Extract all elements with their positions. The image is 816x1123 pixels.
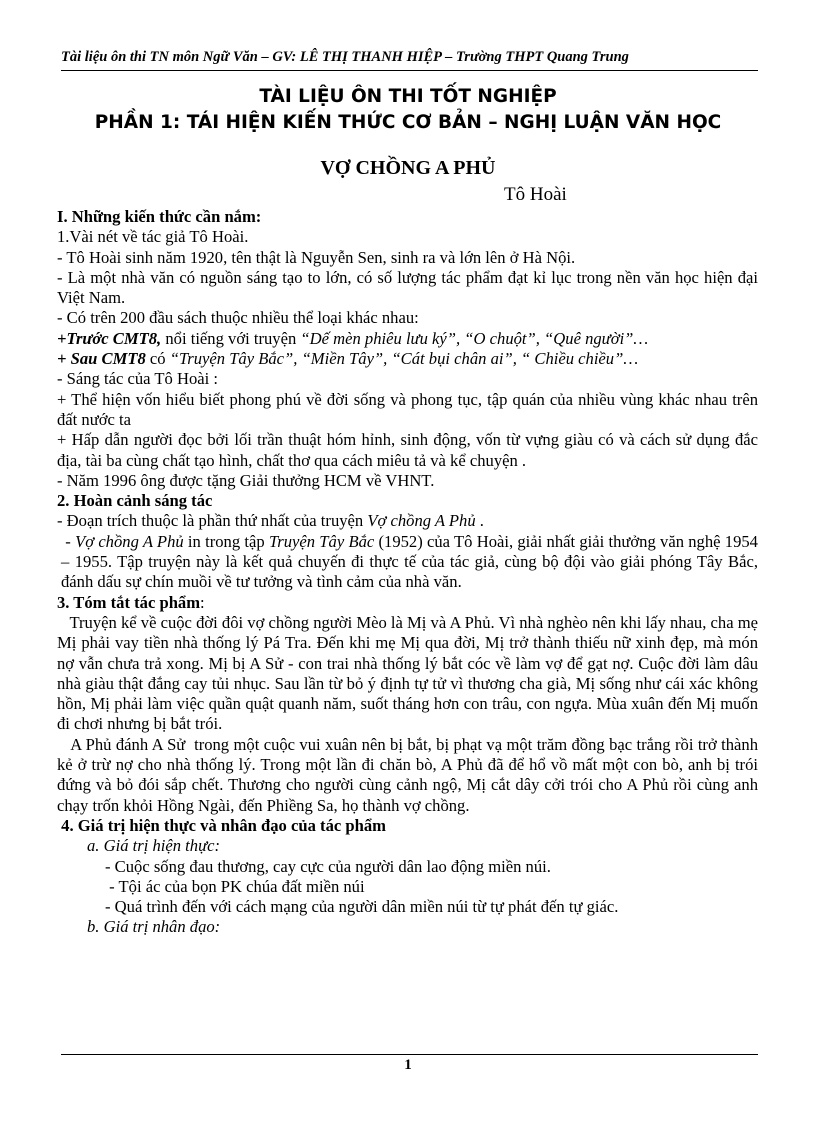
paragraph-collection: - Vợ chồng A Phủ in trong tập Truyện Tây Bắc (1952) của Tô Hoài, giải nhất giải thưởng văn nghệ 1954 – 1955. Tập truyện này là kết quả chuyến đi thực tế của tác giả, cùng bộ đội vào giải phóng Tây Bắc, đánh dấu sự chín muồi về tư tưởng và tình cảm của nhà văn. (61, 531, 758, 592)
after-cmt8-works: “Truyện Tây Bắc”, “Miền Tây”, “Cát bụi chân ai”, “ Chiều chiều”… (169, 349, 639, 369)
paragraph-works-count: - Có trên 200 đầu sách thuộc nhiều thể loại khác nhau: (57, 308, 419, 328)
collection-text: in trong tập (183, 531, 269, 551)
paragraph-after-cmt8 (57, 349, 758, 369)
paragraph-summary-aphu: A Phủ đánh A Sử trong một cuộc vui xuân nên bị bắt, bị phạt vạ một trăm đồng bạc trắng rồi trở thành kẻ ở trừ nợ cho nhà thống lý. Trong một lần đi chăn bò, A Phủ đã để hổ vồ mất một con bò, anh bị trói đứng và bỏ đói sắp chết. Thương cho người cùng cảnh ngộ, Mị cắt dây cởi trói cho A Phủ rồi cùng anh chạy trốn khỏi Hồng Ngài, đến Phiềng Sa, họ thành vợ chồng. (57, 734, 763, 815)
section-4-heading: 4. Giá trị hiện thực và nhân đạo của tác phẩm (57, 815, 386, 835)
document-subtitle: PHẦN 1: TÁI HIỆN KIẾN THỨC CƠ BẢN – NGHỊ LUẬN VĂN HỌC (94, 112, 722, 133)
humanism-value-label: b. Giá trị nhân đạo: (87, 917, 221, 937)
section-2-heading: 2. Hoàn cảnh sáng tác (57, 491, 213, 511)
document-title: TÀI LIỆU ÔN THI TỐT NGHIỆP (259, 86, 557, 107)
author-name: Tô Hoài (504, 184, 567, 205)
before-cmt8-text: nổi tiếng với truyện (161, 328, 301, 348)
collection-details: (1952) của Tô Hoài, giải nhất giải thưởng văn nghệ 1954 – 1955. Tập truyện này là kết quả chuyến đi thực tế của tác giả, cùng bộ đội vào giải phóng Tây Bắc, đánh dấu sự chín muồi về tư tưởng và tình cảm của nhà văn. (61, 531, 758, 592)
paragraph-award: - Năm 1996 ông được tặng Giải thưởng HCM về VHNT. (57, 470, 435, 490)
after-cmt8-text: có (145, 349, 170, 369)
summary-colon: : (200, 592, 205, 612)
collection-work: Vợ chồng A Phủ (75, 531, 184, 551)
document-body (57, 207, 763, 938)
realism-value-label: a. Giá trị hiện thực: (87, 836, 221, 856)
page-number: 1 (404, 1057, 412, 1073)
footer-divider (61, 1054, 758, 1055)
after-cmt8-label: + Sau CMT8 (57, 349, 146, 369)
section-3-heading (57, 593, 758, 613)
paragraph-creativity: - Là một nhà văn có nguồn sáng tạo to lớn, có số lượng tác phẩm đạt kỉ lục trong nền văn học hiện đại Việt Nam. (57, 267, 758, 308)
page-header: Tài liệu ôn thi TN môn Ngữ Văn – GV: LÊ THỊ THANH HIỆP – Trường THPT Quang Trung (61, 49, 629, 65)
paragraph-style-knowledge: + Thể hiện vốn hiểu biết phong phú về đời sống và phong tục, tập quán của nhiều vùng khác nhau trên đất nước ta (57, 389, 758, 429)
before-cmt8-works: “Dế mèn phiêu lưu ký”, “O chuột”, “Quê người”… (300, 328, 649, 348)
excerpt-end: . (475, 511, 484, 531)
collection-title: Truyện Tây Bắc (268, 531, 375, 551)
paragraph-style-narration: + Hấp dẫn người đọc bởi lối trần thuật hóm hỉnh, sinh động, vốn từ vựng giàu có và cách sử dụng đắc địa, tài ba cùng chất tạo hình, chất thơ qua cách miêu tả và kể chuyện . (57, 430, 758, 470)
paragraph-before-cmt8 (57, 329, 758, 349)
excerpt-work: Vợ chồng A Phủ (367, 511, 476, 531)
section-1-heading: I. Những kiến thức cần nắm: (57, 207, 262, 226)
header-divider (61, 70, 758, 71)
subsection-author-heading: 1.Vài nét về tác giả Tô Hoài. (57, 227, 249, 247)
summary-heading: 3. Tóm tắt tác phẩm (57, 592, 201, 612)
realism-item-1: - Cuộc sống đau thương, cay cực của người dân lao động miền núi. (105, 856, 551, 876)
realism-item-3: - Quá trình đến với cách mạng của người dân miền núi từ tự phát đến tự giác. (105, 897, 619, 917)
paragraph-birth: - Tô Hoài sinh năm 1920, tên thật là Nguyễn Sen, sinh ra và lớn lên ở Hà Nội. (57, 247, 576, 267)
paragraph-style-heading: - Sáng tác của Tô Hoài : (57, 369, 218, 389)
before-cmt8-label: +Trước CMT8, (57, 328, 162, 348)
realism-item-2: - Tội ác của bọn PK chúa đất miền núi (105, 876, 365, 896)
paragraph-summary-mi: Truyện kể về cuộc đời đôi vợ chồng người Mèo là Mị và A Phủ. Vì nhà nghèo nên khi lấy nhau, cha mẹ Mị phải vay tiền nhà thống lý Pá Tra. Đến khi mẹ Mị qua đời, Mị trở thành thiếu nữ xinh đẹp, mà món nợ vẫn chưa trả xong. Mị bị A Sử - con trai nhà thống lý bắt cóc về làm vợ để gạt nợ. Cuộc đời làm dâu nhà giàu thật đắng cay tủi nhục. Sau lần từ bỏ ý định tự tử vì thương cha già, Mị sống như cái xác không hồn, Mị phải làm việc quần quật quanh năm, suốt tháng hơn con trâu, con ngựa. Mùa xuân đến Mị muốn đi chơi nhưng bị bắt trói. (57, 612, 763, 734)
paragraph-excerpt (57, 511, 758, 531)
excerpt-text: - Đoạn trích thuộc là phần thứ nhất của truyện (57, 511, 368, 531)
work-title: VỢ CHỒNG A PHỦ (320, 157, 496, 179)
